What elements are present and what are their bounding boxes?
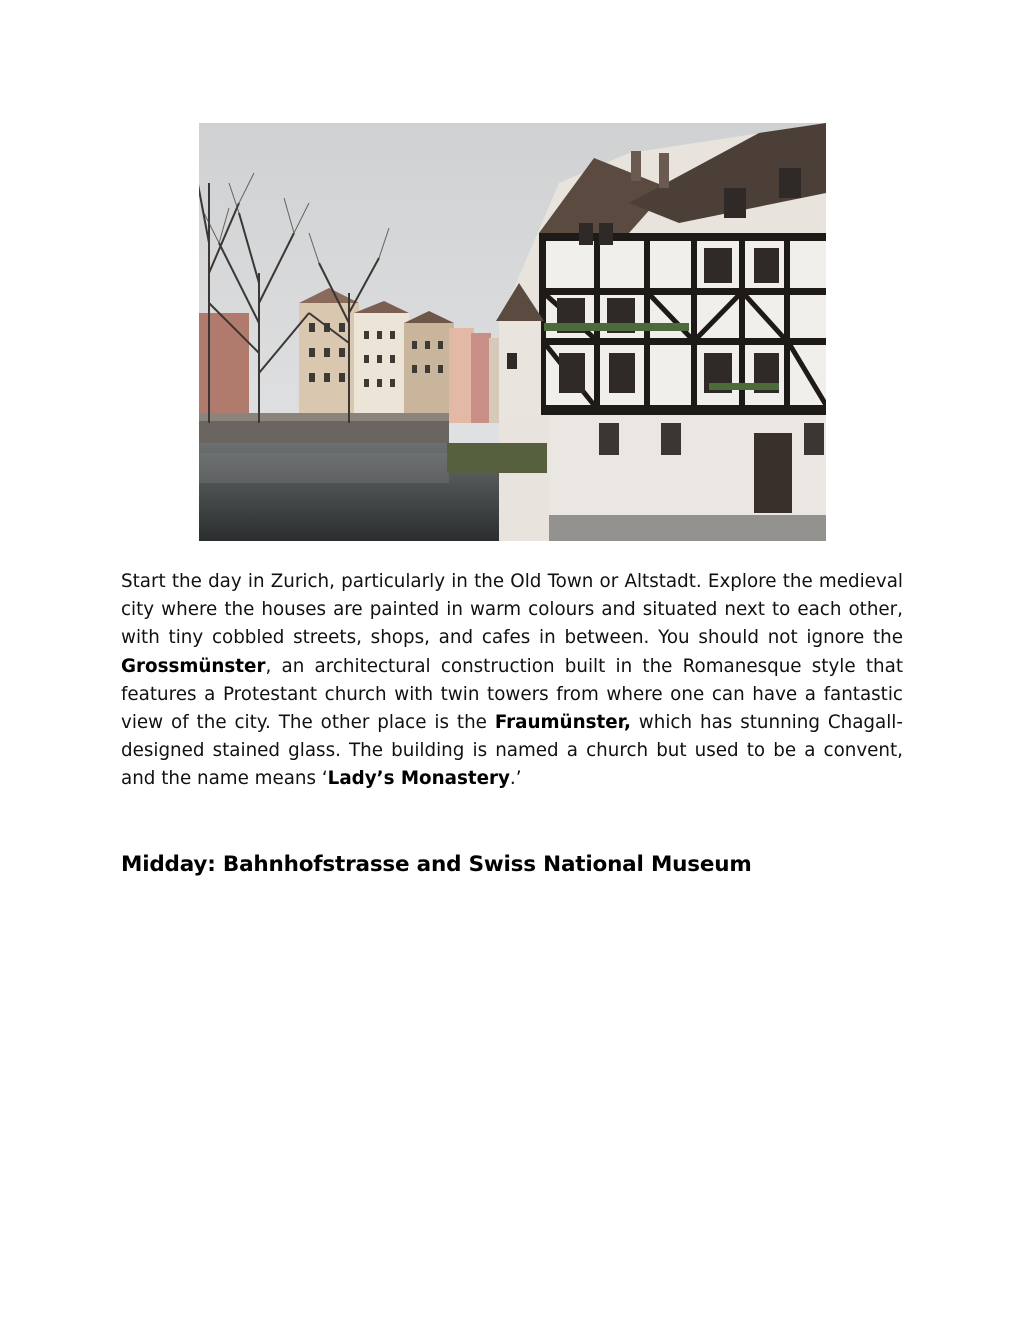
ladys-monastery-term: Lady’s Monastery (327, 768, 510, 790)
paragraph-text-3: which has stunning Chagall-designed stained glass. The building is named a church but used to be a convent, and the name means ‘ (121, 712, 903, 790)
grossmunster-term: Grossmünster (121, 655, 266, 677)
intro-paragraph (121, 568, 903, 794)
canal-town-photo (199, 123, 826, 541)
paragraph-text-4: .’ (509, 768, 522, 790)
section-heading: Midday: Bahnhofstrasse and Swiss National Museum (121, 852, 752, 877)
fraumunster-term: Fraumünster, (494, 712, 631, 734)
paragraph-text-2: , an architectural construction built in the Romanesque style that features a Protestant church with twin towers from where one can have a fantastic view of the city. The other place is the (121, 655, 903, 734)
paragraph-text-1: Start the day in Zurich, particularly in the Old Town or Altstadt. Explore the medieval city where the houses are painted in warm colours and situated next to each other, with tiny cobbled streets, shops, and cafes in between. You should not ignore the (121, 571, 903, 649)
